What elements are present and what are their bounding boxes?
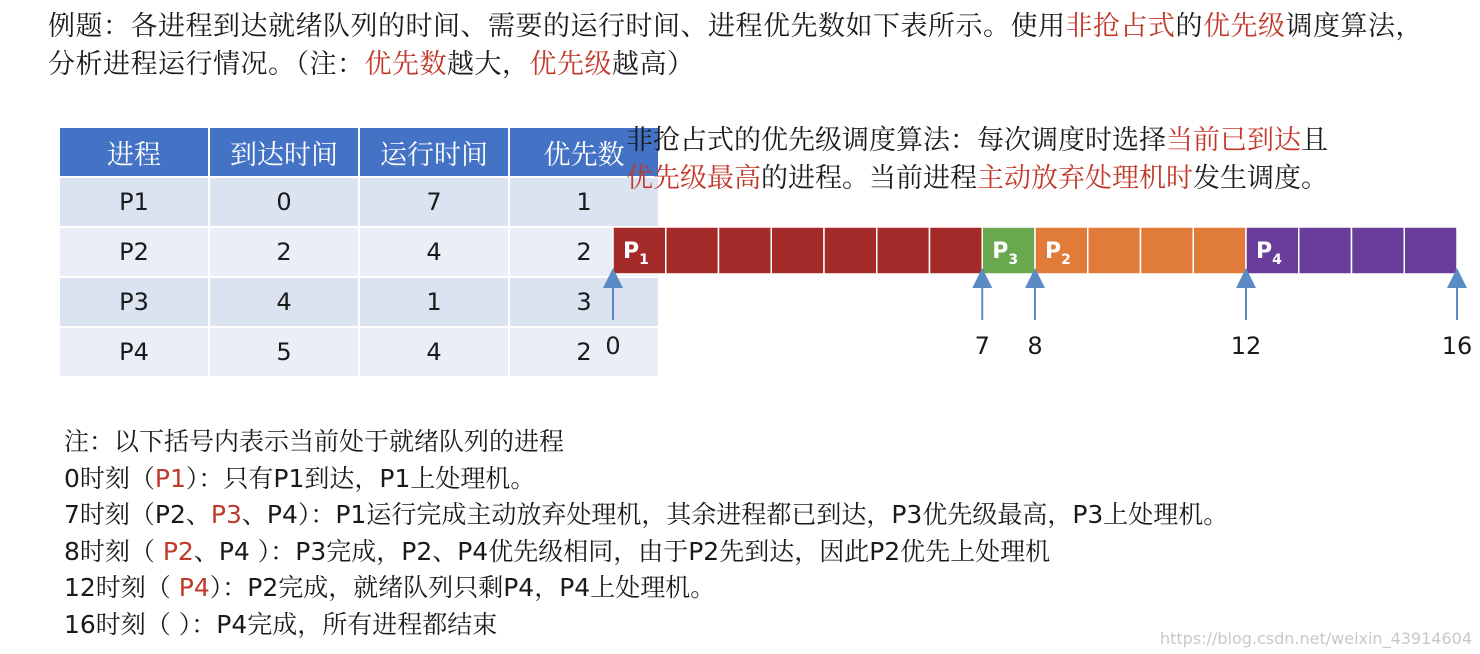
gantt-segment-label: $P_2$ (1045, 239, 1071, 268)
note-text: 12时刻（ (64, 573, 179, 602)
title-text: 越高） (612, 49, 695, 80)
title-highlight: 优先级 (1203, 11, 1286, 42)
note-highlight: P3 (210, 500, 242, 529)
note-text: 16时刻（ ）：P4完成，所有进程都结束 (64, 609, 498, 639)
note-text: 、P4）：P1运行完成主动放弃处理机，其余进程都已到达，P3优先级最高，P3上处理机。 (241, 500, 1229, 529)
tick-label: 16 (1441, 332, 1473, 360)
gantt-segment-subscript: 1 (639, 252, 649, 268)
tick-label: 0 (605, 332, 621, 360)
desc-highlight: 优先级最高 (626, 163, 761, 194)
note-highlight: P2 (162, 536, 194, 566)
table-header-cell: 进程 (59, 127, 209, 177)
table-cell: 1 (359, 277, 509, 327)
gantt-slot-P2 (1141, 227, 1194, 274)
title-text: 例题：各进程到达就绪队列的时间、需要的运行时间、进程优先数如下表所示。使用 (48, 11, 1066, 42)
notes-section (64, 424, 1464, 643)
gantt-segment-label: $P_1$ (623, 239, 649, 268)
gantt-slot-P4 (1299, 227, 1352, 274)
gantt-segment-subscript: 4 (1272, 252, 1282, 268)
note-text: 0时刻（ (64, 463, 155, 493)
table-cell: 2 (509, 327, 659, 377)
tick-label: 8 (1027, 332, 1043, 360)
gantt-slot-P2 (1088, 227, 1141, 274)
table-cell: 4 (359, 227, 509, 277)
table-header-cell: 到达时间 (209, 127, 359, 177)
note-text: ）：P2完成，就绪队列只剩P4，P4上处理机。 (209, 573, 716, 602)
note-highlight: P1 (154, 463, 186, 493)
notes-header: 注：以下括号内表示当前处于就绪队列的进程 (64, 427, 565, 456)
gantt-slot-P4 (1352, 227, 1405, 274)
note-line (64, 461, 1464, 498)
gantt-slot-P4 (1404, 227, 1457, 274)
gantt-segment-label: $P_4$ (1256, 239, 1282, 268)
table-cell: P1 (59, 177, 209, 227)
tick-label: 7 (974, 332, 990, 360)
table-cell: 5 (209, 327, 359, 377)
desc-text: 的进程。当前进程 (761, 163, 977, 194)
gantt-slot-P1 (719, 227, 772, 274)
table-header-cell: 优先数 (509, 127, 659, 177)
gantt-segment-subscript: 3 (1008, 252, 1019, 268)
table-header-cell: 运行时间 (359, 127, 509, 177)
desc-text: 非抢占式的优先级调度算法：每次调度时选择 (626, 125, 1166, 156)
gantt-slot-P1 (824, 227, 877, 274)
gantt-slot-P1 (930, 227, 983, 274)
table-cell: 2 (209, 227, 359, 277)
note-text: 、P4 ）：P3完成，P2、P4优先级相同，由于P2先到达，因此P2优先上处理机 (193, 536, 1051, 566)
note-line (64, 534, 1464, 571)
desc-highlight: 当前已到达 (1166, 125, 1301, 156)
title-highlight: 非抢占式 (1065, 11, 1176, 42)
table-cell: P4 (59, 327, 209, 377)
table-cell: P2 (59, 227, 209, 277)
table-cell: 7 (359, 177, 509, 227)
gantt-slot-P2 (1193, 227, 1246, 274)
title-text: 调度算法，分析进程运行情况。（注： (48, 11, 1423, 80)
desc-text: 发生调度。 (1193, 163, 1328, 194)
table-cell: 4 (359, 327, 509, 377)
note-line (64, 570, 1464, 607)
gantt-slot-P1 (877, 227, 930, 274)
watermark: https://blog.csdn.net/weixin_43914604 (1159, 629, 1472, 648)
title-highlight: 优先级 (529, 49, 612, 80)
gantt-slot-P1 (666, 227, 719, 274)
note-text: 8时刻（ (64, 536, 163, 566)
title-highlight: 优先数 (364, 49, 447, 80)
note-text: 7时刻（P2、 (64, 500, 211, 529)
note-highlight: P4 (178, 573, 210, 602)
desc-highlight: 主动放弃处理机时 (977, 163, 1193, 194)
note-text: ）：只有P1到达，P1上处理机。 (185, 463, 536, 493)
table-cell: 2 (509, 227, 659, 277)
table-cell: P3 (59, 277, 209, 327)
gantt-slot-P1 (771, 227, 824, 274)
desc-text: 且 (1301, 125, 1328, 156)
table-cell: 0 (209, 177, 359, 227)
table-cell: 1 (509, 177, 659, 227)
gantt-segment-label: $P_3$ (992, 239, 1019, 268)
table-cell: 4 (209, 277, 359, 327)
note-line (64, 497, 1464, 534)
table-cell: 3 (509, 277, 659, 327)
gantt-segment-subscript: 2 (1061, 252, 1071, 268)
title-text: 越大， (447, 49, 530, 80)
tick-label: 12 (1230, 332, 1262, 360)
title-text: 的 (1175, 11, 1203, 42)
